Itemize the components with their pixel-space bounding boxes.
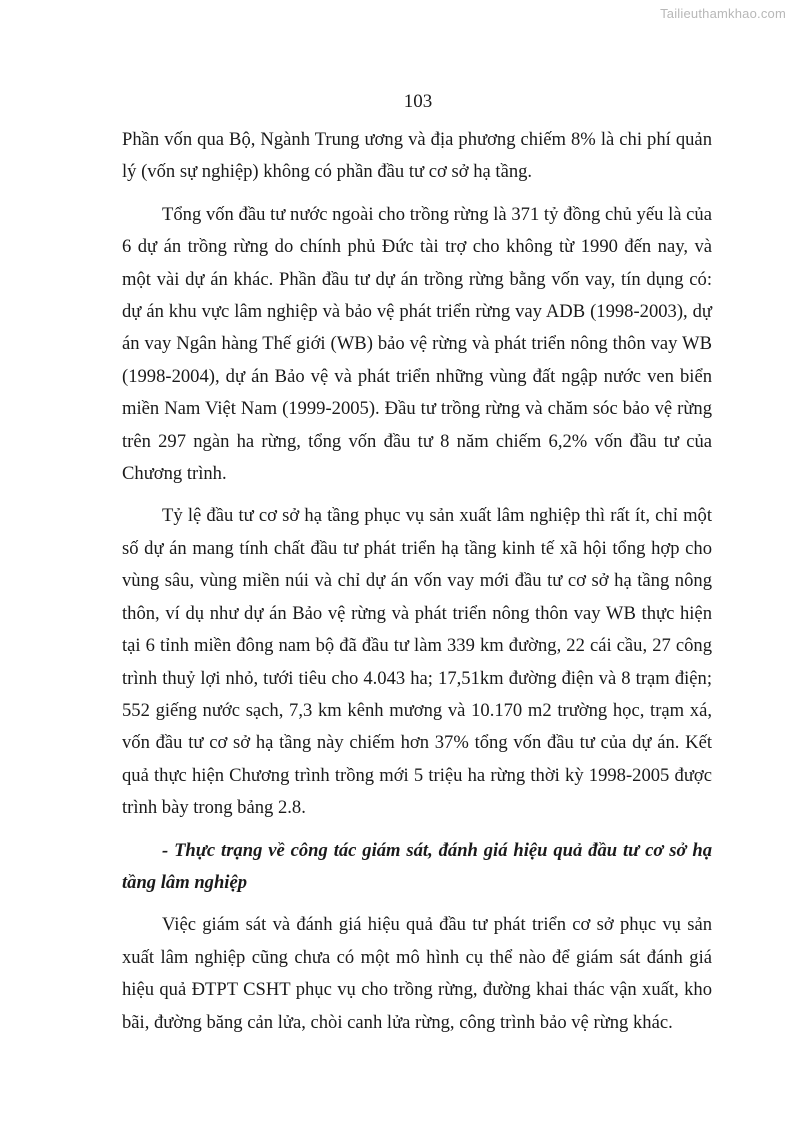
paragraph-3: Tỷ lệ đầu tư cơ sở hạ tầng phục vụ sản xuất lâm nghiệp thì rất ít, chỉ một số dự án mang tính chất đầu tư phát triển hạ tầng kinh tế xã hội tổng hợp cho vùng sâu, vùng miền núi và chỉ dự án vốn vay mới đầu tư cơ sở hạ tầng nông thôn, ví dụ như dự án Bảo vệ rừng và phát triển nông thôn vay WB thực hiện tại 6 tỉnh miền đông nam bộ đã đầu tư làm 339 km đường, 22 cái cầu, 27 công trình thuỷ lợi nhỏ, tưới tiêu cho 4.043 ha; 17,51km đường điện và 8 trạm điện; 552 giếng nước sạch, 7,3 km kênh mương và 10.170 m2 trường học, trạm xá, vốn đầu tư cơ sở hạ tầng này chiếm hơn 37% tổng vốn đầu tư của dự án. Kết quả thực hiện Chương trình trồng mới 5 triệu ha rừng thời kỳ 1998-2005 được trình bày trong bảng 2.8. (122, 505, 712, 819)
watermark: Tailieuthamkhao.com (660, 6, 786, 21)
section-heading: - Thực trạng về công tác giám sát, đánh giá hiệu quả đầu tư cơ sở hạ tầng lâm nghiệp (122, 839, 712, 893)
page-number: 103 (403, 91, 433, 112)
paragraph-4: Việc giám sát và đánh giá hiệu quả đầu tư phát triển cơ sở phục vụ sản xuất lâm nghiệp cũng chưa có một mô hình cụ thể nào để giám sát đánh giá hiệu quả ĐTPT CSHT phục vụ cho trồng rừng, đường khai thác vận xuất, kho bãi, đường băng cản lửa, chòi canh lửa rừng, công trình bảo vệ rừng khác. (122, 914, 712, 1033)
document-body (122, 124, 712, 1039)
paragraph-1: Phần vốn qua Bộ, Ngành Trung ương và địa phương chiếm 8% là chi phí quản lý (vốn sự nghiệp) không có phần đầu tư cơ sở hạ tầng. (122, 129, 712, 183)
paragraph-2: Tổng vốn đầu tư nước ngoài cho trồng rừng là 371 tỷ đồng chủ yếu là của 6 dự án trồng rừng do chính phủ Đức tài trợ cho không từ 1990 đến nay, và một vài dự án khác. Phần đầu tư dự án trồng rừng bằng vốn vay, tín dụng có: dự án khu vực lâm nghiệp và bảo vệ phát triển rừng vay ADB (1998-2003), dự án vay Ngân hàng Thế giới (WB) bảo vệ rừng và phát triển nông thôn vay WB (1998-2004), dự án Bảo vệ và phát triển những vùng đất ngập nước ven biển miền Nam Việt Nam (1999-2005). Đầu tư trồng rừng và chăm sóc bảo vệ rừng trên 297 ngàn ha rừng, tổng vốn đầu tư 8 năm chiếm 6,2% vốn đầu tư của Chương trình. (122, 203, 712, 485)
